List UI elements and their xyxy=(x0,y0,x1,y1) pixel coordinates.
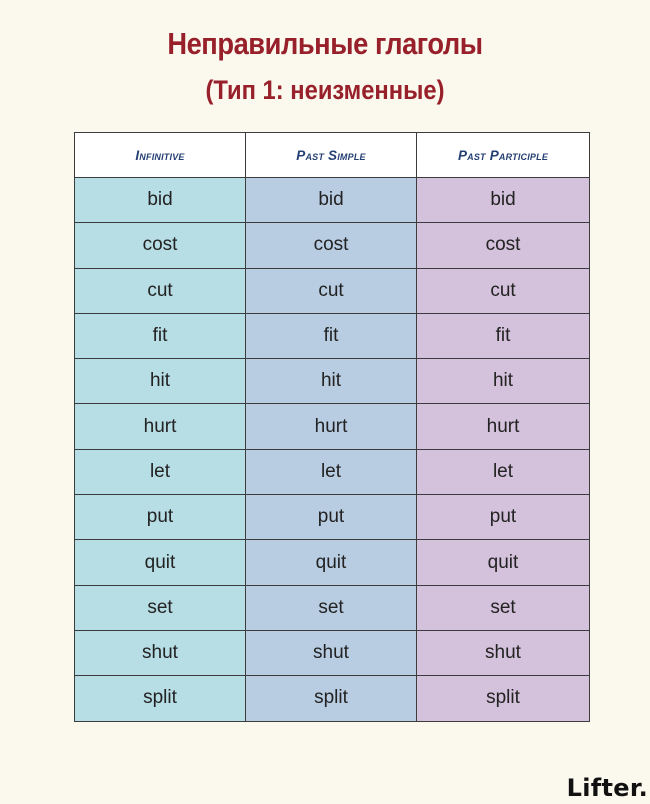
cell-infinitive: let xyxy=(75,449,246,494)
page-title: Неправильные глаголы xyxy=(167,26,483,61)
cell-infinitive: hit xyxy=(75,359,246,404)
header-past-participle: Past Participle xyxy=(417,133,590,178)
cell-past-simple: hurt xyxy=(246,404,417,449)
cell-infinitive: shut xyxy=(75,630,246,675)
cell-infinitive: cost xyxy=(75,223,246,268)
table-row xyxy=(75,630,590,675)
cell-infinitive: put xyxy=(75,495,246,540)
cell-past-participle: fit xyxy=(417,313,590,358)
cell-past-simple: put xyxy=(246,495,417,540)
cell-past-participle: shut xyxy=(417,630,590,675)
cell-infinitive: bid xyxy=(75,178,246,223)
table-row xyxy=(75,404,590,449)
cell-past-participle: bid xyxy=(417,178,590,223)
cell-infinitive: split xyxy=(75,676,246,721)
cell-infinitive: set xyxy=(75,585,246,630)
cell-past-participle: quit xyxy=(417,540,590,585)
table-row xyxy=(75,676,590,721)
cell-infinitive: fit xyxy=(75,313,246,358)
cell-past-participle: cost xyxy=(417,223,590,268)
cell-infinitive: cut xyxy=(75,268,246,313)
table-header-row xyxy=(75,133,590,178)
cell-infinitive: quit xyxy=(75,540,246,585)
cell-past-participle: let xyxy=(417,449,590,494)
cell-past-simple: quit xyxy=(246,540,417,585)
header-past-simple: Past Simple xyxy=(246,133,417,178)
lifter-logo: Lifter. xyxy=(566,774,648,802)
header-infinitive: Infinitive xyxy=(75,133,246,178)
page-subtitle: (Тип 1: неизменные) xyxy=(205,75,445,105)
cell-past-simple: let xyxy=(246,449,417,494)
cell-past-participle: hurt xyxy=(417,404,590,449)
cell-past-simple: split xyxy=(246,676,417,721)
cell-past-simple: set xyxy=(246,585,417,630)
irregular-verbs-table xyxy=(74,132,590,722)
table-row xyxy=(75,495,590,540)
cell-past-simple: fit xyxy=(246,313,417,358)
cell-past-participle: split xyxy=(417,676,590,721)
table-row xyxy=(75,359,590,404)
cell-past-simple: hit xyxy=(246,359,417,404)
cell-past-simple: shut xyxy=(246,630,417,675)
table-row xyxy=(75,540,590,585)
cell-infinitive: hurt xyxy=(75,404,246,449)
cell-past-participle: cut xyxy=(417,268,590,313)
cell-past-simple: cut xyxy=(246,268,417,313)
table-row xyxy=(75,268,590,313)
table-row xyxy=(75,178,590,223)
table-row xyxy=(75,223,590,268)
cell-past-participle: set xyxy=(417,585,590,630)
cell-past-participle: hit xyxy=(417,359,590,404)
table-row xyxy=(75,585,590,630)
cell-past-simple: bid xyxy=(246,178,417,223)
cell-past-simple: cost xyxy=(246,223,417,268)
table-row xyxy=(75,313,590,358)
table-row xyxy=(75,449,590,494)
cell-past-participle: put xyxy=(417,495,590,540)
